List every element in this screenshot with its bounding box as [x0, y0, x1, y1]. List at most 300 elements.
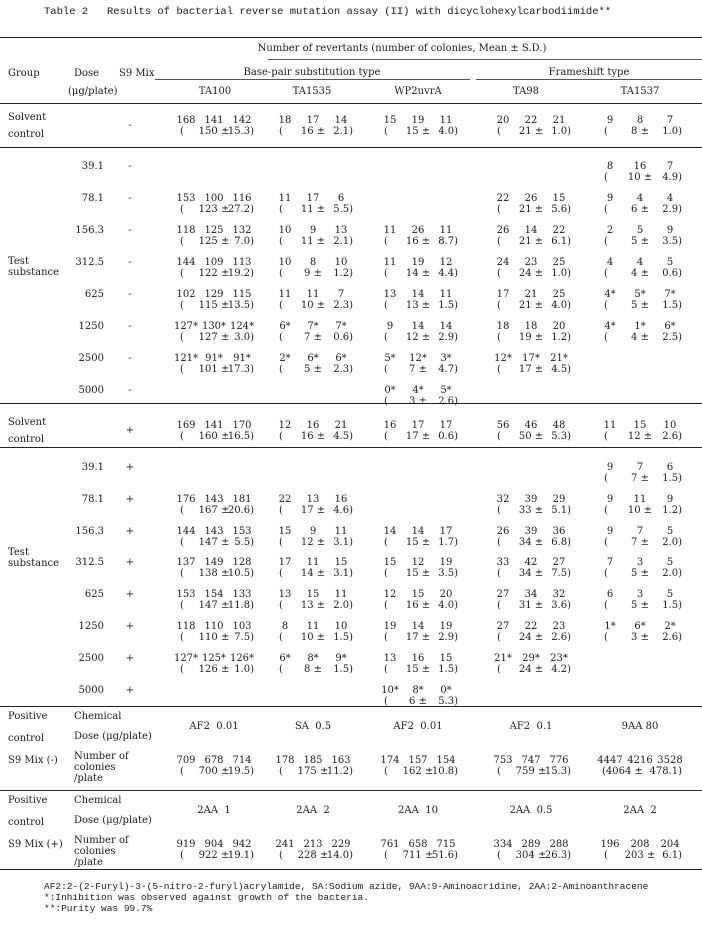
- sd-value: 51.6): [431, 850, 458, 861]
- count-value: 170: [232, 420, 252, 431]
- sd-value: 1.0): [662, 126, 682, 137]
- mean-value: 12 ±: [300, 536, 326, 548]
- chemical-label: Chemical: [74, 795, 122, 806]
- s9-value: +: [125, 557, 135, 569]
- count-value: 109: [204, 257, 224, 268]
- count-value: 0*: [384, 385, 396, 396]
- sd-value: 1.5): [438, 663, 458, 675]
- count-value: 6*: [279, 321, 291, 332]
- sd-value: 4.9): [662, 172, 682, 183]
- count-value: 153: [232, 525, 252, 537]
- mean-value: 3 ±: [409, 396, 427, 407]
- sd-value: 4.4): [438, 268, 458, 279]
- mean-open-paren: (: [384, 600, 388, 612]
- count-value: 10: [663, 420, 677, 431]
- count-value: 6*: [634, 621, 646, 632]
- count-value: 11: [306, 557, 320, 569]
- mean-value: 15 ±: [405, 126, 431, 137]
- count-value: 5: [636, 225, 644, 236]
- mean-open-paren: (: [497, 536, 501, 548]
- mean-value: 7 ±: [409, 364, 427, 375]
- count-value: 15: [383, 557, 397, 569]
- mean-value: 711 ±: [402, 850, 434, 861]
- count-value: 19: [383, 621, 397, 632]
- count-value: 15: [411, 589, 425, 601]
- mean-open-paren: (: [279, 126, 283, 137]
- mean-value: 11 ±: [300, 236, 326, 247]
- count-value: 15: [278, 525, 292, 537]
- mean-value: 16 ±: [300, 431, 326, 442]
- mean-value: 17 ±: [405, 431, 431, 442]
- count-value: 42: [524, 557, 538, 569]
- count-value: 32: [496, 493, 510, 505]
- count-value: 2*: [279, 353, 291, 364]
- count-value: 22: [552, 225, 566, 236]
- mean-open-paren: (: [604, 172, 608, 183]
- count-value: 132: [232, 225, 252, 236]
- count-value: 15: [552, 193, 566, 204]
- mean-value: 4 ±: [631, 332, 649, 343]
- count-value: 13: [306, 493, 320, 505]
- header-number-revertants: Number of revertants (number of colonies, Mean ± S.D.): [257, 43, 547, 54]
- mean-open-paren: (: [180, 126, 184, 137]
- dose-value: 39.1: [81, 161, 104, 172]
- s9-label: S9 Mix (-): [8, 755, 58, 766]
- count-value: 9: [606, 193, 614, 204]
- test-label: Test: [8, 256, 29, 267]
- count-value: 174: [380, 755, 400, 766]
- mean-open-paren: (: [384, 850, 388, 861]
- count-value: 4: [606, 257, 614, 268]
- count-value: 48: [552, 420, 566, 431]
- count-value: 21: [334, 420, 348, 431]
- sd-value: 2.6): [662, 431, 682, 442]
- count-value: 17: [306, 115, 320, 126]
- dose-value: 2500: [78, 353, 104, 364]
- control-label: control: [8, 817, 45, 828]
- count-value: 163: [331, 755, 351, 766]
- mean-open-paren: (: [497, 568, 501, 580]
- count-value: 11: [439, 225, 453, 236]
- count-value: 10*: [381, 684, 399, 696]
- sd-value: 1.0): [551, 268, 571, 279]
- sd-value: 6.1): [551, 236, 571, 247]
- mean-open-paren: (: [497, 126, 501, 137]
- count-value: 110: [204, 621, 224, 632]
- count-value: 137: [176, 557, 196, 569]
- count-value: 15: [439, 652, 453, 664]
- count-value: 157: [408, 755, 428, 766]
- count-value: 7*: [307, 321, 319, 332]
- sd-value: 4.0): [438, 126, 458, 137]
- sd-value: 8.7): [438, 236, 458, 247]
- mean-value: 14 ±: [300, 568, 326, 580]
- mean-value: 15 ±: [405, 536, 431, 548]
- count-value: 11: [603, 420, 617, 431]
- sd-value: 13.5): [227, 300, 254, 311]
- mean-value: 126 ±: [198, 663, 230, 675]
- mean-value: 10 ±: [627, 504, 653, 516]
- count-value: 11: [383, 257, 397, 268]
- count-value: 288: [549, 839, 569, 850]
- s9-value: -: [128, 120, 132, 131]
- mean-open-paren: (: [180, 600, 184, 612]
- positive-chemical: AF2 0.01: [393, 721, 443, 732]
- mean-value: 175 ±: [297, 766, 329, 777]
- mean-open-paren: (: [604, 504, 608, 516]
- count-value: 10: [334, 257, 348, 268]
- count-value: 5*: [384, 353, 396, 364]
- mean-value: 17 ±: [405, 632, 431, 643]
- s9-value: -: [128, 353, 132, 364]
- count-value: 11: [633, 493, 647, 505]
- mean-value: 5 ±: [631, 600, 649, 612]
- sd-value: 3.6): [551, 600, 571, 612]
- mean-value: 21 ±: [518, 300, 544, 311]
- rule-after-solvent-minus: [0, 147, 702, 148]
- s9-value: +: [125, 684, 135, 696]
- sd-value: 4.5): [333, 431, 353, 442]
- count-value: 18: [496, 321, 510, 332]
- mean-open-paren: (: [279, 568, 283, 580]
- positive-chemical: 2AA 10: [398, 805, 438, 816]
- count-value: 22: [496, 193, 510, 204]
- mean-value: 147 ±: [198, 536, 230, 548]
- positive-chemical: 2AA 0.5: [509, 805, 553, 816]
- count-value: 125: [204, 225, 224, 236]
- count-value: 118: [176, 621, 196, 632]
- mean-value: 127 ±: [198, 332, 230, 343]
- count-value: 91*: [205, 353, 223, 364]
- sd-value: 1.5): [662, 600, 682, 612]
- mean-open-paren: (: [384, 300, 388, 311]
- count-value: 8: [281, 621, 289, 632]
- sd-value: 2.9): [662, 204, 682, 215]
- sd-value: 2.6): [438, 396, 458, 407]
- count-value: 16: [383, 420, 397, 431]
- mean-open-paren: (: [279, 332, 283, 343]
- mean-open-paren: (: [180, 536, 184, 548]
- mean-open-paren: (: [604, 204, 608, 215]
- mean-value: 123 ±: [198, 204, 230, 215]
- count-value: 56: [496, 420, 510, 431]
- mean-value: 16 ±: [300, 126, 326, 137]
- dose-value: 625: [84, 589, 104, 601]
- count-value: 102: [176, 289, 196, 300]
- count-value: 27: [552, 557, 566, 569]
- count-value: 4: [666, 193, 674, 204]
- count-value: 4216: [627, 755, 653, 766]
- count-value: 6: [606, 589, 614, 601]
- count-value: 178: [275, 755, 295, 766]
- footnote: *:Inhibition was observed against growth of the bacteria.: [44, 892, 369, 903]
- sd-value: 16.5): [227, 431, 254, 442]
- mean-value: 15 ±: [405, 568, 431, 580]
- sd-value: 1.2): [662, 504, 682, 516]
- count-value: 18: [278, 115, 292, 126]
- s9-value: -: [128, 257, 132, 268]
- mean-open-paren: (: [497, 850, 501, 861]
- count-value: 4: [636, 193, 644, 204]
- mean-value: 13 ±: [405, 300, 431, 311]
- sd-value: 2.6): [662, 632, 682, 643]
- mean-value: 24 ±: [518, 632, 544, 643]
- count-value: 144: [176, 257, 196, 268]
- mean-value: 5 ±: [304, 364, 322, 375]
- strain-header: WP2uvrA: [394, 86, 442, 97]
- mean-open-paren: (: [384, 396, 388, 407]
- count-value: 23: [524, 257, 538, 268]
- mean-value: (4064 ±: [602, 766, 647, 777]
- mean-open-paren: (: [497, 663, 501, 675]
- rule-under-strains: [0, 103, 702, 104]
- mean-open-paren: (: [497, 632, 501, 643]
- mean-value: 228 ±: [297, 850, 329, 861]
- dose-value: 625: [84, 289, 104, 300]
- mean-value: 101 ±: [198, 364, 230, 375]
- count-value: 14: [524, 225, 538, 236]
- count-value: 7*: [335, 321, 347, 332]
- count-value: 12*: [494, 353, 512, 364]
- count-value: 9: [606, 115, 614, 126]
- mean-value: 7 ±: [304, 332, 322, 343]
- mean-value: 10 ±: [627, 172, 653, 183]
- count-value: 10: [278, 257, 292, 268]
- positive-label: Positive: [8, 795, 48, 806]
- rule-after-tests-plus: [0, 706, 702, 707]
- count-value: 154: [436, 755, 456, 766]
- sd-value: 5.3): [438, 695, 458, 707]
- rule-under-basepair: [155, 79, 470, 80]
- chemical-dose-label: Dose (μg/plate): [74, 731, 152, 742]
- count-value: 16: [411, 652, 425, 664]
- mean-open-paren: (: [604, 632, 608, 643]
- s9-value: +: [125, 589, 135, 601]
- count-value: 715: [436, 839, 456, 850]
- sd-value: 2.1): [333, 236, 353, 247]
- s9-value: +: [125, 425, 135, 436]
- count-value: 747: [521, 755, 541, 766]
- mean-open-paren: (: [497, 236, 501, 247]
- sd-value: 3.1): [333, 568, 353, 580]
- count-value: 19: [439, 621, 453, 632]
- count-value: 213: [303, 839, 323, 850]
- count-value: 7: [636, 525, 644, 537]
- count-value: 241: [275, 839, 295, 850]
- footnote: AF2:2-(2-Furyl)-3-(5-nitro-2-furyl)acrylamide, SA:Sodium azide, 9AA:9-Aminoacridine, 2AA:2-Aminoanthracene: [44, 881, 649, 892]
- count-value: 8: [606, 161, 614, 172]
- mean-open-paren: (: [384, 364, 388, 375]
- count-value: 7*: [664, 289, 676, 300]
- count-value: 130*: [201, 321, 227, 332]
- count-value: 168: [176, 115, 196, 126]
- mean-value: 16 ±: [405, 600, 431, 612]
- mean-open-paren: (: [180, 632, 184, 643]
- mean-value: 21 ±: [518, 236, 544, 247]
- mean-open-paren: (: [497, 504, 501, 516]
- mean-open-paren: (: [180, 300, 184, 311]
- mean-value: 167 ±: [198, 504, 230, 516]
- mean-open-paren: (: [604, 431, 608, 442]
- count-value: 133: [232, 589, 252, 601]
- count-value: 153: [176, 589, 196, 601]
- mean-open-paren: (: [180, 236, 184, 247]
- mean-value: 13 ±: [300, 600, 326, 612]
- count-value: 13: [383, 652, 397, 664]
- rule-after-solvent-plus: [0, 447, 702, 448]
- mean-open-paren: (: [180, 663, 184, 675]
- count-value: 20: [439, 589, 453, 601]
- sd-value: 1.2): [551, 332, 571, 343]
- mean-open-paren: (: [497, 268, 501, 279]
- count-value: 13: [278, 589, 292, 601]
- mean-open-paren: (: [604, 850, 608, 861]
- mean-open-paren: (: [180, 766, 184, 777]
- count-value: 14: [411, 525, 425, 537]
- count-value: 20: [496, 115, 510, 126]
- sd-value: 2.5): [662, 332, 682, 343]
- mean-value: 15 ±: [405, 663, 431, 675]
- substance-label: substance: [8, 558, 60, 569]
- mean-open-paren: (: [384, 268, 388, 279]
- sd-value: 3.5): [662, 236, 682, 247]
- positive-chemical: 2AA 2: [623, 805, 657, 816]
- count-value: 19: [411, 257, 425, 268]
- sd-value: 11.8): [227, 600, 254, 612]
- count-value: 26: [496, 525, 510, 537]
- count-value: 10: [278, 225, 292, 236]
- count-value: 24: [496, 257, 510, 268]
- mean-open-paren: (: [604, 600, 608, 612]
- mean-open-paren: (: [279, 204, 283, 215]
- count-value: 16: [633, 161, 647, 172]
- mean-open-paren: (: [497, 364, 501, 375]
- sd-value: 5.3): [551, 431, 571, 442]
- count-value: 23*: [550, 652, 568, 664]
- count-value: 761: [380, 839, 400, 850]
- mean-open-paren: (: [384, 332, 388, 343]
- sd-value: 11.2): [326, 766, 353, 777]
- count-value: 11: [306, 289, 320, 300]
- mean-open-paren: (: [497, 431, 501, 442]
- count-value: 46: [524, 420, 538, 431]
- count-value: 8: [636, 115, 644, 126]
- test-label: Test: [8, 547, 29, 558]
- mean-open-paren: (: [180, 431, 184, 442]
- sd-value: 19.2): [227, 268, 254, 279]
- count-value: 5: [666, 525, 674, 537]
- count-value: 8: [309, 257, 317, 268]
- mean-open-paren: (: [384, 632, 388, 643]
- mean-open-paren: (: [604, 473, 608, 484]
- count-value: 19: [439, 557, 453, 569]
- s9-value: -: [128, 161, 132, 172]
- mean-value: 16 ±: [405, 236, 431, 247]
- sd-value: 4.2): [551, 663, 571, 675]
- count-value: 4*: [604, 289, 616, 300]
- count-value: 127*: [173, 321, 199, 332]
- count-value: 12*: [409, 353, 427, 364]
- mean-open-paren: (: [279, 632, 283, 643]
- per-plate-label: /plate: [74, 857, 103, 868]
- dose-value: 78.1: [81, 193, 104, 204]
- count-value: 4: [636, 257, 644, 268]
- mean-value: 33 ±: [518, 504, 544, 516]
- mean-value: 150 ±: [198, 126, 230, 137]
- mean-open-paren: (: [279, 766, 283, 777]
- sd-value: 4.6): [333, 504, 353, 516]
- sd-value: 1.5): [333, 663, 353, 675]
- mean-value: 115 ±: [198, 300, 230, 311]
- count-value: 17: [496, 289, 510, 300]
- sd-value: 2.1): [333, 126, 353, 137]
- mean-value: 6 ±: [631, 204, 649, 215]
- s9-value: -: [128, 225, 132, 236]
- count-value: 153: [176, 193, 196, 204]
- count-value: 39: [524, 525, 538, 537]
- mean-open-paren: (: [384, 766, 388, 777]
- count-value: 753: [493, 755, 513, 766]
- dose-value: 156.3: [75, 525, 104, 537]
- sd-value: 15.3): [544, 766, 571, 777]
- count-value: 4*: [604, 321, 616, 332]
- mean-value: 203 ±: [624, 850, 656, 861]
- positive-chemical: 9AA 80: [621, 721, 659, 732]
- count-value: 904: [204, 839, 224, 850]
- dose-value: 39.1: [81, 462, 104, 473]
- count-value: 17*: [522, 353, 540, 364]
- header-frameshift: Frameshift type: [548, 67, 630, 78]
- count-value: 21*: [494, 652, 512, 664]
- count-value: 125*: [201, 652, 227, 664]
- count-value: 185: [303, 755, 323, 766]
- mean-value: 110 ±: [198, 632, 230, 643]
- count-value: 144: [176, 525, 196, 537]
- dose-value: 5000: [78, 385, 104, 396]
- count-value: 12: [411, 557, 425, 569]
- mean-open-paren: (: [604, 568, 608, 580]
- mean-open-paren: (: [497, 300, 501, 311]
- strain-header: TA1535: [292, 86, 332, 97]
- number-of-label: Number of: [74, 751, 129, 762]
- mean-value: 922 ±: [198, 850, 230, 861]
- count-value: 3: [636, 557, 644, 569]
- dose-value: 1250: [78, 321, 104, 332]
- count-value: 3*: [440, 353, 452, 364]
- count-value: 17: [306, 193, 320, 204]
- header-dose: Dose: [74, 68, 100, 79]
- sd-value: 2.6): [551, 632, 571, 643]
- sd-value: 4.5): [551, 364, 571, 375]
- count-value: 289: [521, 839, 541, 850]
- sd-value: 14.0): [326, 850, 353, 861]
- mean-open-paren: (: [180, 268, 184, 279]
- count-value: 6: [337, 193, 345, 204]
- mean-value: 4 ±: [631, 268, 649, 279]
- header-base-pair: Base-pair substitution type: [243, 67, 381, 78]
- count-value: 5: [666, 257, 674, 268]
- sd-value: 17.3): [227, 364, 254, 375]
- control-label: control: [8, 434, 45, 445]
- count-value: 9: [309, 225, 317, 236]
- sd-value: 3.0): [234, 332, 254, 343]
- count-value: 16: [306, 420, 320, 431]
- mean-open-paren: (: [604, 332, 608, 343]
- count-value: 5: [666, 557, 674, 569]
- mean-value: 700 ±: [198, 766, 230, 777]
- s9-value: +: [125, 652, 135, 664]
- sd-value: 1.0): [234, 663, 254, 675]
